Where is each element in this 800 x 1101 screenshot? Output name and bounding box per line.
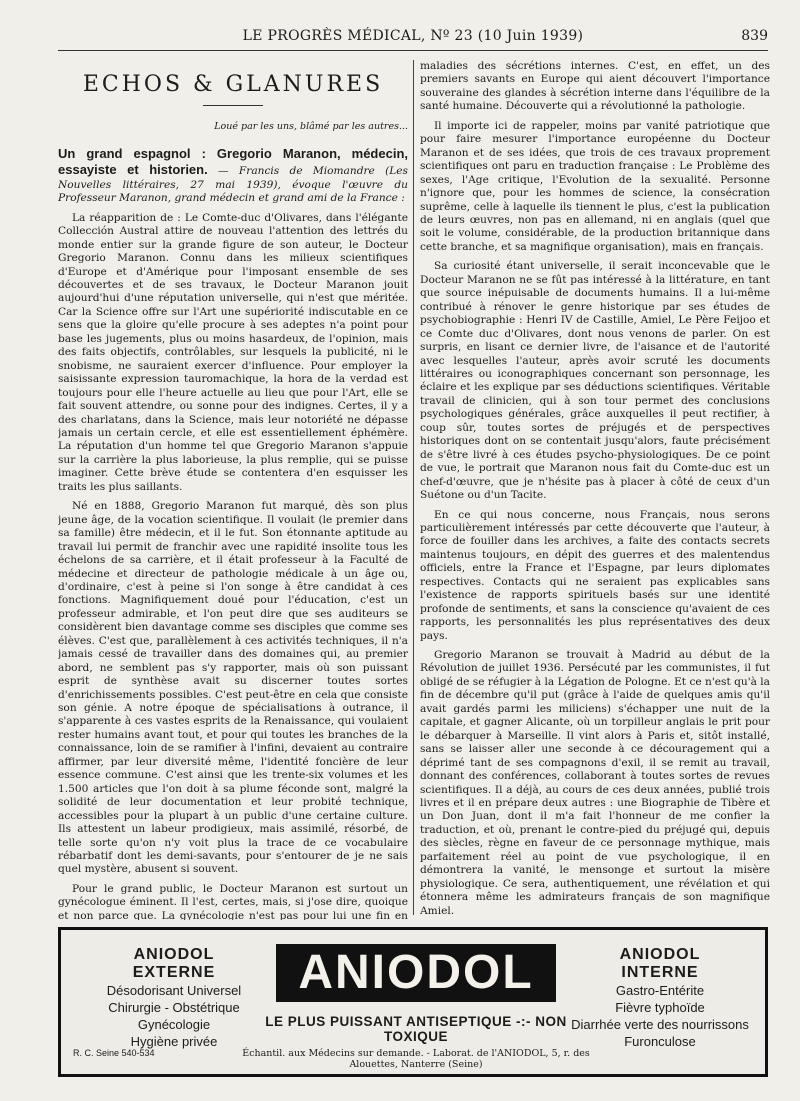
article-paragraph: La réapparition de : Le Comte-duc d'Olivares, dans l'élégante Collección Austral attire de nouveau l'attention des lettrés du monde entier sur la grande figure de son auteur, le Docteur Gregorio Maranon. Connu dans les milieux scientifiques d'Europe et d'Amérique pour l'imposant ensemble de ses découvertes et de ses travaux, le Docteur Maranon jouit aujourd'hui d'une réputation universelle, qui n'est que méritée. Car la Science offre sur l'Art une supériorité indiscutable en ce sens que la gloire qu'elle procure à ses adeptes n'a point pour base les jugements, plus ou moins hasardeux, de l'opinion, mais des faits objectifs, contrôlables, sur lesquels la publicité, ni le snobisme, ne sauraient exercer d'influence. Pour employer la saisissante expression tauromachique, la hora de la verdad est toujours pour elle l'heure actuelle au lieu que pour l'Art, elle se fait souvent attendre, ou sonne pour des indignes. Certes, il y a des charlatans, dans la Science, mais leur notoriété ne dépasse jamais un certain cercle, et elle est essentiellement éphémère. La réputation d'un homme tel que Gregorio Maranon s'appuie sur la carrière la plus laborieuse, la plus remplie, qui se puisse imaginer. Cette brève étude se contentera d'en esquisser les traits les plus saillants. <box>58 211 408 493</box>
ad-right-use: Diarrhée verte des nourrissons <box>571 1017 749 1032</box>
article-paragraph: Il importe ici de rappeler, moins par vanité patriotique que pour faire mesurer l'importance européenne du Docteur Maranon et de ses idées, que trois de ces travaux proprement scientifiques ont paru en traduction française : Le Problème des sexes, l'Age critique, l'Evolution de la sexualité. Personne n'ignore que, pour les hommes de science, la consécration suprême, celle à laquelle ils tiennent le plus, c'est la publication de leurs œuvres, non pas en allemand, ni en anglais (quel que soit le volume, considérable, de la production britannique dans cette branche, et sa magnifique organisation), mais en français. <box>420 119 770 253</box>
article-paragraph: Sa curiosité étant universelle, il serait inconcevable que le Docteur Maranon ne se fût pas intéressé à la littérature, en tant que source inépuisable de documents humains. Il a lui-même contribué à rénover le genre historique par ses études de psychobiographie : Henri IV de Castille, Amiel, Le Père Feijoo et ce Comte duc d'Olivares, dont nous venons de parler. On est surpris, en lisant ce dernier livre, de l'aisance et de l'autorité avec lesquelles l'auteur, après avoir scruté les documents littéraires ou iconographiques concernant son personnage, les éclaire et les explique par ses déductions scientifiques. Véritable travail de clinicien, qui à son tour permet des conclusions psychologiques générales, grâce auxquelles il peut rectifier, à coup sûr, toutes sortes de préjugés et de perspectives historiques dont on se contentait jusqu'alors, faute précisément de s'être livré à ces études psycho-physiologiques. De ce point de vue, le portrait que Maranon nous fait du Comte-duc est un chef-d'œuvre, que je n'hésite pas à placer à côté de ceux d'un Suétone ou d'un Tacite. <box>420 260 770 502</box>
page-number: 839 <box>741 28 768 44</box>
column-divider <box>413 60 414 915</box>
article-paragraph: Né en 1888, Gregorio Maranon fut marqué, dès son plus jeune âge, de la vocation scientifique. Il voulait (le premier dans sa famille) être médecin, et il le fut. Son étonnante aptitude au travail lui permit de franchir avec une rapidité insolite tous les échelons de sa carrière, et il était professeur à la Faculté de médecine et directeur de pathologie médicale à un âge ou, d'ordinaire, c'est à peine si l'on songe à être candidat à ces fonctions. Magnifiquement doué pour l'éducation, c'est un professeur admirable, et l'on peut dire que ses auditeurs se considèrent bien davantage comme ses disciples que comme ses élèves. C'est que, parallèlement à ces activités techniques, il n'a jamais cessé de travailler dans des domaines qui, au premier abord, ne semblent pas s'y rapporter, mais où son puissant esprit de synthèse avait su discerner toutes sortes d'enrichissements possibles. C'est peut-être en cela que consiste son génie. A notre époque de spécialisations à outrance, il s'apparente à ces vastes esprits de la Renaissance, qui voulaient rester humains avant tout, et pour qui toutes les branches de la connaissance, loin de se ramifier à l'infini, devaient au contraire affirmer, par leur diversité même, l'identité foncière de leur essence commune. C'est ainsi que les trente-six volumes et les 1.500 articles que l'on doit à sa plume féconde sont, malgré la solidité de leur documentation et leur probité technique, accessibles pour la plupart à un public d'une certaine culture. Ils attestent un labeur prodigieux, mais assimilé, résorbé, de telle sorte qu'on n'y voit plus la trace de ce vocabulaire rébarbatif dont les demi-savants, pour s'entourer de je ne sais quel mystère, abusent si souvent. <box>58 500 408 876</box>
ad-slogan: LE PLUS PUISSANT ANTISEPTIQUE -:- NON TOXIQUE <box>265 1014 567 1044</box>
left-column <box>58 60 408 920</box>
ad-left-use: Désodorisant Universel <box>106 983 242 998</box>
aniodol-advertisement <box>58 927 768 1077</box>
ad-right-use: Fièvre typhoïde <box>615 1000 705 1015</box>
section-epigraph: Loué par les uns, blâmé par les autres... <box>214 121 408 133</box>
ad-registration: R. C. Seine 540-534 <box>73 1048 155 1058</box>
ad-interne-block <box>565 946 755 1050</box>
ad-externe-block <box>79 946 269 1050</box>
ad-right-use: Gastro-Entérite <box>615 983 705 998</box>
article-paragraph: maladies des sécrétions internes. C'est, en effet, un des premiers savants en Europe qui aient découvert l'importance souveraine des glandes à sécrétion interne dans l'équilibre de la santé humaine. Découverte qui a révolutionné la pathologie. <box>420 60 770 113</box>
article-paragraph: Gregorio Maranon se trouvait à Madrid au début de la Révolution de juillet 1936. Persécuté par les communistes, il fut obligé de se réfugier à la Légation de Pologne. Et ce n'est qu'à la fin de décembre qu'il put (grâce à l'aide de quelques amis qu'il avait gardés parmi les miliciens) s'échapper une nuit de la capitale, et gagner Alicante, où un torpilleur anglais le prit pour le débarquer à Marseille. Il vint alors à Paris et, sitôt installé, sans se laisser aller une seconde à ce découragement qui a déprimé tant de ses compagnons d'exil, il se remit au travail, donnant des conférences, collaborant à toutes sortes de revues scientifiques. Il a déjà, au cours de ces deux années, publié trois livres et il en prépare deux autres : une Biographie de Tibère et un Don Juan, dont il m'a fait l'honneur de me confier la traduction, et où, prenant le contre-pied du préjugé qui, depuis des siècles, règne en faveur de ce personnage mythique, mais parfaitement réel au point de vue psychologique, il en démontrera la vanité, le mensonge et surtout la misère physiologique. Ce sera, authentiquement, une révélation et qui étonnera même les admirateurs français de son magnifique Amiel. <box>420 649 770 917</box>
ad-brand-banner: ANIODOL <box>276 944 556 1002</box>
ad-left-use: Chirurgie - Obstétrique <box>108 1000 240 1015</box>
ad-left-variant: EXTERNE <box>132 964 216 981</box>
title-rule <box>203 105 263 106</box>
ad-left-brand: ANIODOL <box>133 946 215 963</box>
ad-left-use: Gynécologie <box>137 1017 211 1032</box>
running-header <box>58 26 768 51</box>
ad-right-brand: ANIODOL <box>619 946 701 963</box>
right-column <box>420 60 770 920</box>
article-intro: — Francis de Miomandre (Les Nouvelles littéraires, 27 mai 1939), évoque l'œuvre du Professeur Maranon, grand médecin et grand ami de la France : <box>58 165 408 205</box>
ad-contact: Échantil. aux Médecins sur demande. - Laborat. de l'ANIODOL, 5, r. des Alouettes, Nanterre (Seine) <box>242 1048 590 1070</box>
article-heading <box>58 146 408 206</box>
running-title: LE PROGRÈS MÉDICAL, Nº 23 (10 Juin 1939) <box>242 28 584 44</box>
ad-left-use: Hygiène privée <box>130 1034 218 1049</box>
ad-right-use: Furonculose <box>624 1034 696 1049</box>
section-title: ECHOS & GLANURES <box>82 72 384 97</box>
ad-right-variant: INTERNE <box>621 964 699 981</box>
article-paragraph: En ce qui nous concerne, nous Français, nous serons particulièrement intéressés par cette découverte que l'auteur, à force de fouiller dans les archives, a faite des contacts secrets maintenus toujours, en dépit des guerres et des malentendus officiels, entre la France et l'Espagne, par leurs diplomates respectives. Contacts qui ne seraient pas explicables sans l'existence de rapports spirituels basés sur une identité profonde de sentiments, et sans la conscience qu'avaient de ces rapports, les personnalités les plus représentatives des deux pays. <box>420 508 770 642</box>
article-paragraph: Pour le grand public, le Docteur Maranon est surtout un gynécologue éminent. Il l'est, certes, mais, si j'ose dire, quoique et non parce que. La gynécologie n'est pas pour lui une fin en <box>58 882 408 920</box>
article-title: Un grand espagnol : Gregorio Maranon, médecin, essayiste et historien. <box>58 145 408 178</box>
